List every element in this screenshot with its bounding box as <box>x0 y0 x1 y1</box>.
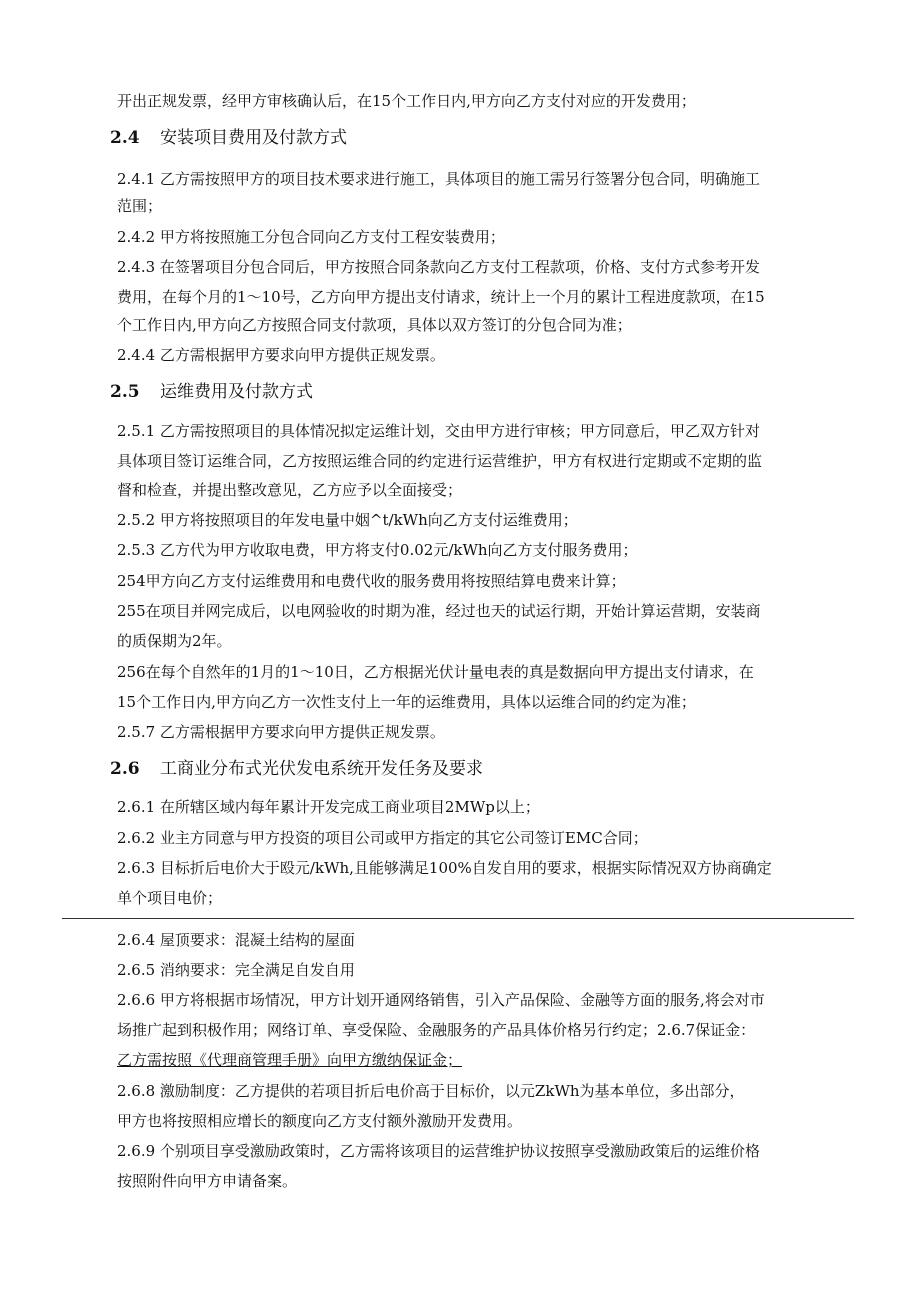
page-divider <box>62 918 854 919</box>
section-heading-2-4 <box>110 128 850 148</box>
paragraph-line: 2.5.2 甲方将按照项目的年发电量中姻^t/kWh向乙方支付运维费用； <box>117 511 578 529</box>
paragraph-line: 2.4.1 乙方需按照甲方的项目技术要求进行施工，具体项目的施工需另行签署分包合同，明确施工 <box>117 170 760 188</box>
paragraph-line: 2.6.8 激励制度：乙方提供的若项目折后电价高于目标价，以元ZkWh为基本单位，多出部分， <box>117 1082 745 1100</box>
paragraph-line: 2.5.3 乙方代为甲方收取电费，甲方将支付0.02元/kWh向乙方支付服务费用； <box>117 541 638 559</box>
paragraph-line: 2.6.4 屋顶要求：混凝土结构的屋面 <box>117 931 355 949</box>
section-number: 2.5 <box>110 382 140 402</box>
paragraph-line: 15个工作日内,甲方向乙方一次性支付上一年的运维费用，具体以运维合同的约定为准； <box>117 693 696 711</box>
section-title: 工商业分布式光伏发电系统开发任务及要求 <box>160 759 483 779</box>
paragraph-line: 2.5.7 乙方需根据甲方要求向甲方提供正规发票。 <box>117 723 445 741</box>
paragraph-line: 费用，在每个月的1～10号，乙方向甲方提出支付请求，统计上一个月的累计工程进度款项，在15 <box>117 288 765 306</box>
paragraph-line: 按照附件向甲方申请备案。 <box>117 1172 298 1190</box>
paragraph-line: 2.6.6 甲方将根据市场情况，甲方计划开通网络销售，引入产品保险、金融等方面的服务,将会对市 <box>117 991 765 1009</box>
paragraph-line: 2.4.2 甲方将按照施工分包合同向乙方支付工程安装费用； <box>117 228 505 246</box>
paragraph-line: 范围； <box>117 197 163 215</box>
paragraph-line: 2.4.4 乙方需根据甲方要求向甲方提供正规发票。 <box>117 346 445 364</box>
paragraph-line: 255在项目并网完成后，以电网验收的时期为准，经过也天的试运行期，开始计算运营期，安装商 <box>117 602 761 620</box>
paragraph-line: 2.5.1 乙方需按照项目的具体情况拟定运维计划，交由甲方进行审核；甲方同意后，甲乙双方针对 <box>117 422 760 440</box>
section-number: 2.4 <box>110 128 140 148</box>
section-title: 运维费用及付款方式 <box>160 382 313 402</box>
section-number: 2.6 <box>110 759 140 779</box>
paragraph-line: 2.6.5 消纳要求：完全满足自发自用 <box>117 961 355 979</box>
section-title: 安装项目费用及付款方式 <box>160 128 347 148</box>
paragraph-line: 2.6.2 业主方同意与甲方投资的项目公司或甲方指定的其它公司签订EMC合同； <box>117 829 648 847</box>
underlined-text: 乙方需按照《代理商管理手册》向甲方缴纳保证金； <box>117 1051 463 1069</box>
paragraph-line: 场推广起到积极作用；网络订单、享受保险、金融服务的产品具体价格另行约定；2.6.7保证金： <box>117 1021 756 1039</box>
paragraph-line: 开出正规发票，经甲方审核确认后，在15个工作日内,甲方向乙方支付对应的开发费用； <box>117 92 696 110</box>
section-heading-2-6 <box>110 759 850 779</box>
paragraph-line: 个工作日内,甲方向乙方按照合同支付款项，具体以双方签订的分包合同为准； <box>117 316 632 334</box>
paragraph-line: 254甲方向乙方支付运维费用和电费代收的服务费用将按照结算电费来计算； <box>117 572 626 590</box>
paragraph-line: 甲方也将按照相应增长的额度向乙方支付额外激励开发费用。 <box>117 1112 523 1130</box>
paragraph-line: 2.4.3 在签署项目分包合同后，甲方按照合同条款向乙方支付工程款项，价格、支付方式参考开发 <box>117 258 760 276</box>
paragraph-line: 的质保期为2年。 <box>117 632 232 650</box>
paragraph-line: 256在每个自然年的1月的1～10日，乙方根据光伏计量电表的真是数据向甲方提出支付请求，在 <box>117 663 754 681</box>
paragraph-line: 具体项目签订运维合同，乙方按照运维合同的约定进行运营维护，甲方有权进行定期或不定期的监 <box>117 452 763 470</box>
paragraph-line: 单个项目电价； <box>117 889 223 907</box>
paragraph-line-underlined <box>117 1050 857 1070</box>
paragraph-line: 2.6.9 个别项目享受激励政策时，乙方需将该项目的运营维护协议按照享受激励政策后的运维价格 <box>117 1142 760 1160</box>
paragraph-line: 督和检查，并提出整改意见，乙方应予以全面接受； <box>117 481 463 499</box>
paragraph-line: 2.6.1 在所辖区域内每年累计开发完成工商业项目2MWp以上； <box>117 798 540 816</box>
section-heading-2-5 <box>110 382 850 402</box>
paragraph-line: 2.6.3 目标折后电价大于殴元/kWh,且能够满足100%自发自用的要求，根据实际情况双方协商确定 <box>117 859 772 877</box>
